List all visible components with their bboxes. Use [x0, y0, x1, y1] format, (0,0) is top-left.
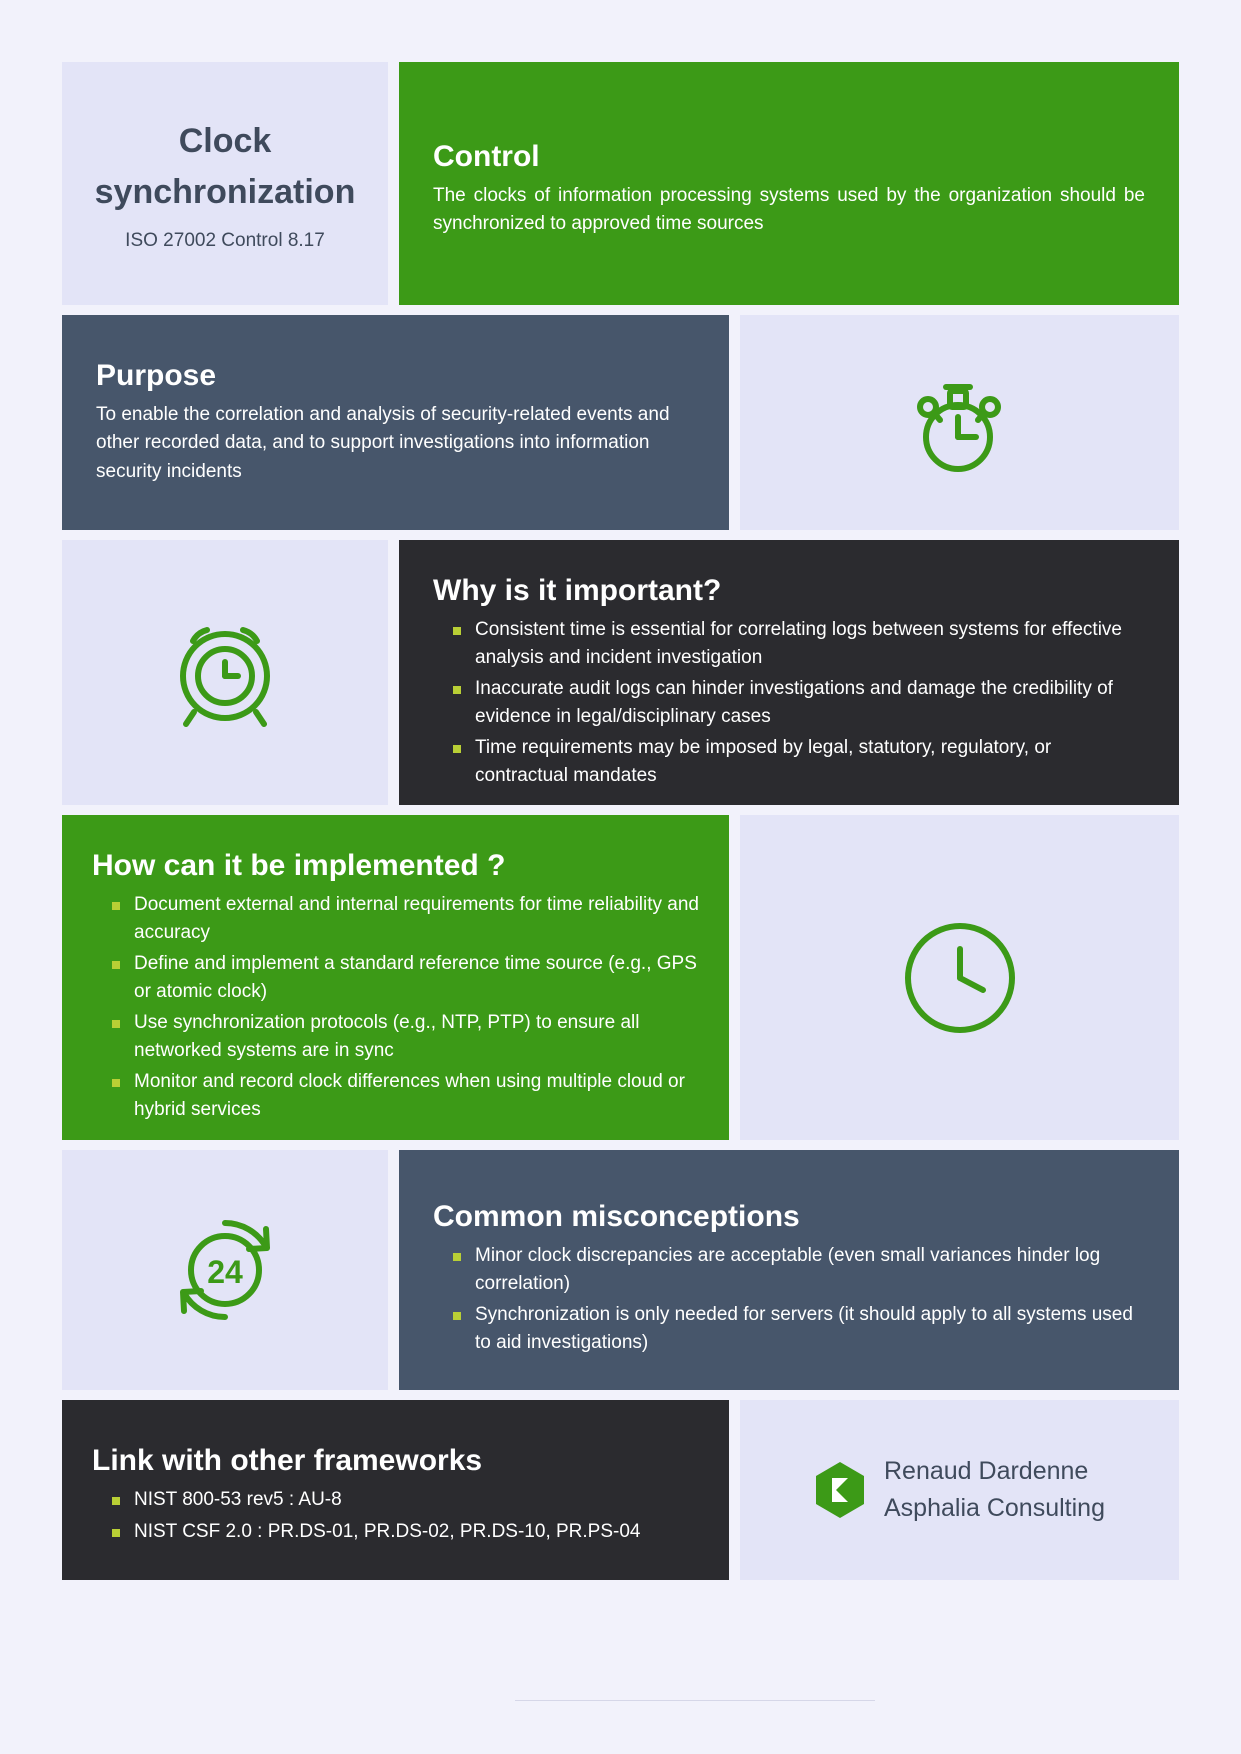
control-card [399, 62, 1179, 305]
control-text: The clocks of information processing systems used by the organization should be synchronized to approved time sources [433, 184, 1145, 234]
list-item: Minor clock discrepancies are acceptable (even small variances hinder log correlation) [473, 1242, 1145, 1299]
author-name: Renaud Dardenne [884, 1456, 1089, 1485]
list-item: Use synchronization protocols (e.g., NTP, PTP) to ensure all networked systems are in sync [132, 1009, 699, 1066]
misconceptions-heading: Common misconceptions [433, 1200, 800, 1233]
why-list [433, 616, 1145, 791]
purpose-card [62, 315, 729, 530]
list-item: Inaccurate audit logs can hinder investigations and damage the credibility of evidence in legal/disciplinary cases [473, 675, 1145, 732]
list-item: Document external and internal requirements for time reliability and accuracy [132, 891, 699, 948]
list-item: Monitor and record clock differences when using multiple cloud or hybrid services [132, 1068, 699, 1125]
page-title: Clock synchronization [94, 121, 356, 211]
24-hours-icon [62, 1150, 388, 1390]
alarm-clock-icon-card [62, 540, 388, 805]
asphalia-logo-icon [814, 1461, 866, 1519]
stopwatch-icon-card [740, 315, 1179, 530]
list-item: NIST CSF 2.0 : PR.DS-01, PR.DS-02, PR.DS-10, PR.PS-04 [132, 1518, 699, 1547]
clock-icon [740, 815, 1179, 1140]
why-important-card [399, 540, 1179, 805]
title-card [62, 62, 388, 305]
author-card [740, 1400, 1179, 1580]
list-item: Consistent time is essential for correlating logs between systems for effective analysis and incident investigation [473, 616, 1145, 673]
why-heading: Why is it important? [433, 574, 722, 607]
list-item: Define and implement a standard reference time source (e.g., GPS or atomic clock) [132, 950, 699, 1007]
frameworks-heading: Link with other frameworks [92, 1444, 483, 1477]
footer-divider [515, 1700, 875, 1701]
list-item: NIST 800-53 rev5 : AU-8 [132, 1486, 699, 1515]
misconceptions-list [433, 1242, 1145, 1358]
svg-text:24: 24 [207, 1254, 243, 1290]
how-list [92, 891, 699, 1125]
author-company: Asphalia Consulting [884, 1494, 1105, 1522]
list-item: Synchronization is only needed for servers (it should apply to all systems used to aid investigations) [473, 1301, 1145, 1358]
clock-icon-card [740, 815, 1179, 1140]
alarm-clock-icon [62, 540, 388, 805]
page-subtitle: ISO 27002 Control 8.17 [125, 229, 325, 251]
stopwatch-icon [740, 315, 1179, 530]
list-item: Time requirements may be imposed by legal, statutory, regulatory, or contractual mandates [473, 734, 1145, 791]
frameworks-card [62, 1400, 729, 1580]
how-implemented-card [62, 815, 729, 1140]
24-hours-icon-card [62, 1150, 388, 1390]
author-names [884, 1453, 1105, 1528]
purpose-text: To enable the correlation and analysis of security-related events and other recorded data, and to support investigations into information security incidents [96, 403, 670, 482]
misconceptions-card [399, 1150, 1179, 1390]
frameworks-list [92, 1486, 699, 1547]
how-heading: How can it be implemented ? [92, 849, 506, 882]
purpose-heading: Purpose [96, 359, 217, 392]
control-heading: Control [433, 140, 540, 173]
